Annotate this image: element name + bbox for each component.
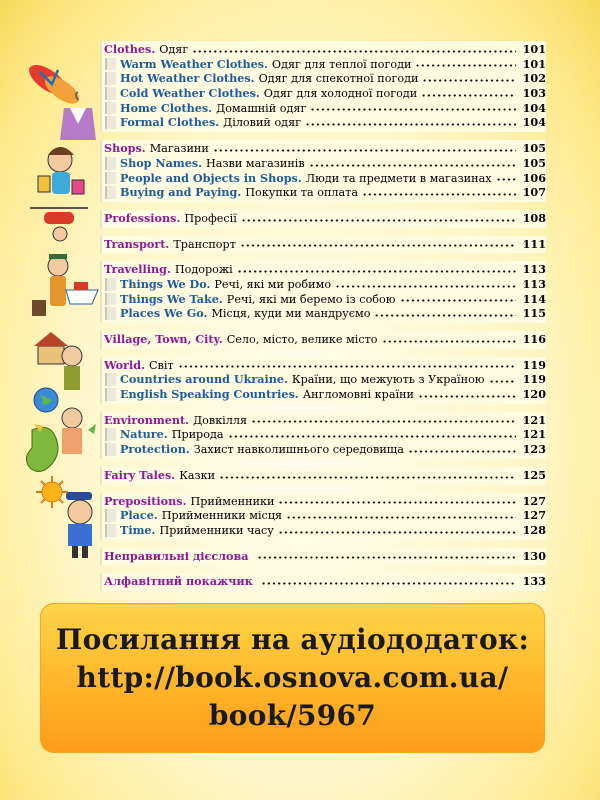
dot-leader [309, 163, 516, 168]
page-number: 121 [522, 412, 546, 427]
toc-section-row[interactable] [102, 332, 546, 347]
toc-section [100, 140, 546, 202]
toc-subsection-row[interactable] [102, 185, 546, 200]
illustrations-column [0, 0, 100, 560]
toc-section [100, 210, 546, 228]
shopper-icon [38, 147, 84, 194]
translation-text: Казки [179, 468, 216, 482]
section-title: Алфавітний покажчик [104, 574, 253, 589]
page-number: 133 [522, 574, 546, 589]
translation-text: Домашній одяг [216, 101, 307, 115]
subsection-title: Nature. [120, 427, 168, 442]
translation-text: Магазини [149, 142, 209, 156]
translation-text: Прийменники [190, 494, 275, 508]
page-number: 114 [522, 291, 546, 306]
toc-section [100, 236, 546, 254]
dragon-icon [26, 424, 58, 472]
subsection-title: Protection. [120, 442, 190, 457]
page-number: 101 [522, 56, 546, 71]
page-number: 113 [522, 262, 546, 277]
toc-subsection-row[interactable] [102, 387, 546, 402]
section-title: Clothes. [104, 42, 156, 56]
translation-text: Речі, які ми беремо із собою [226, 292, 396, 306]
toc-subsection-row[interactable] [102, 156, 546, 171]
toc-subsection-row[interactable] [102, 508, 546, 523]
page-number: 104 [522, 100, 546, 115]
dot-leader [278, 530, 516, 535]
translation-text: Люди та предмети в магазинах [305, 171, 492, 185]
banner-title: Посилання на аудіододаток: [55, 623, 530, 656]
section-title: Environment. [104, 412, 190, 427]
page-number: 111 [522, 236, 546, 251]
worker-icon [30, 208, 88, 241]
toc-section-row[interactable] [102, 468, 546, 483]
dot-leader [382, 339, 516, 344]
page-number: 125 [522, 467, 546, 482]
toc-subsection-row[interactable] [102, 442, 546, 457]
page-number: 128 [522, 522, 546, 537]
toc-subsection-row[interactable] [102, 171, 546, 186]
translation-text: Речі, які ми робимо [214, 277, 332, 291]
subsection-title: Buying and Paying. [120, 185, 242, 200]
environment-man-icon [62, 408, 96, 454]
translation-text: Довкілля [193, 413, 248, 427]
page-number: 105 [522, 155, 546, 170]
translation-text: Село, місто, велике місто [226, 333, 378, 346]
subsection-title: Places We Go. [120, 306, 208, 321]
translation-text: Англомовні країни [302, 388, 414, 402]
translation-text: Місця, куди ми мандруємо [211, 307, 371, 321]
toc-subsection-row[interactable] [102, 86, 546, 101]
dot-leader [400, 298, 516, 303]
dot-leader [374, 313, 516, 318]
flip-flops-icon [24, 59, 83, 109]
page-number: 120 [522, 387, 546, 402]
toc-section-row[interactable] [102, 413, 546, 428]
section-title: Prepositions. [104, 493, 187, 508]
subsection-title: People and Objects in Shops. [120, 170, 302, 185]
subsection-title: Time. [120, 522, 156, 537]
dot-leader [178, 364, 516, 369]
subsection-title: English Speaking Countries. [120, 387, 299, 402]
subsection-title: Things We Take. [120, 291, 223, 306]
section-title: Professions. [104, 210, 181, 225]
translation-text: Одяг для холодної погоди [263, 87, 418, 101]
dot-leader [213, 148, 516, 153]
dot-leader [240, 243, 516, 248]
page-number: 108 [522, 210, 546, 225]
dot-leader [362, 192, 516, 197]
page-number: 103 [522, 86, 546, 101]
page-number: 127 [522, 493, 546, 508]
toc-subsection-row[interactable] [102, 523, 546, 538]
toc-subsection-row[interactable] [102, 101, 546, 116]
subsection-title: Shop Names. [120, 155, 203, 170]
dot-leader [228, 434, 516, 439]
section-title: Fairy Tales. [104, 467, 176, 482]
page-number: 107 [522, 185, 546, 200]
page-number: 116 [522, 332, 546, 346]
section-title: Shops. [104, 141, 146, 156]
toc-section-row[interactable] [102, 494, 546, 509]
toc-section-row[interactable] [102, 574, 546, 589]
toc-section-row[interactable] [102, 211, 546, 226]
dot-leader [335, 284, 516, 289]
banner-url-line-1[interactable]: http://book.osnova.com.ua/ [76, 661, 509, 694]
dot-leader [418, 394, 516, 399]
page-number: 130 [522, 548, 546, 563]
subsection-title: Home Clothes. [120, 100, 213, 115]
translation-text: Одяг для теплої погоди [271, 57, 412, 71]
toc-section [100, 467, 546, 485]
toc-subsection-row[interactable] [102, 277, 546, 292]
dot-leader [422, 78, 516, 83]
page-number: 127 [522, 508, 546, 523]
translation-text: Світ [148, 358, 174, 372]
dot-leader [251, 419, 516, 424]
dot-leader [415, 63, 516, 68]
subsection-title: Cold Weather Clothes. [120, 86, 260, 101]
sun-icon [36, 476, 68, 508]
toc-section-row[interactable] [102, 358, 546, 373]
translation-text: Покупки та оплата [245, 186, 359, 200]
toc-section [100, 331, 546, 349]
toc-subsection-row[interactable] [102, 427, 546, 442]
page-number: 106 [522, 170, 546, 185]
section-title: Village, Town, City. [104, 332, 223, 346]
dot-leader [278, 500, 516, 505]
page-number: 104 [522, 115, 546, 130]
toc-subsection-row[interactable] [102, 292, 546, 307]
dot-leader [286, 515, 516, 520]
section-title: Неправильні дієслова [104, 548, 249, 563]
dot-leader [421, 93, 516, 98]
toc-section [100, 573, 546, 591]
subsection-title: Formal Clothes. [120, 115, 220, 130]
toc-section [100, 493, 546, 540]
section-title: World. [104, 357, 145, 372]
subsection-title: Warm Weather Clothes. [120, 56, 268, 71]
page-number: 101 [522, 42, 546, 56]
dot-leader [261, 581, 516, 586]
toc-subsection-row[interactable] [102, 372, 546, 387]
dot-leader [192, 49, 516, 54]
dot-leader [496, 177, 516, 182]
translation-text: Прийменники часу [159, 523, 274, 537]
page-number: 121 [522, 427, 546, 442]
translation-text: Транспорт [173, 237, 236, 251]
page-number: 123 [522, 442, 546, 457]
translation-text: Назви магазинів [206, 156, 305, 170]
toc-subsection-row[interactable] [102, 306, 546, 321]
translation-text: Одяг для спекотної погоди [258, 72, 419, 86]
dot-leader [241, 218, 516, 223]
translation-text: Діловий одяг [223, 116, 301, 130]
page-number: 115 [522, 306, 546, 321]
subsection-title: Hot Weather Clothes. [120, 71, 255, 86]
dot-leader [310, 107, 516, 112]
page-number: 119 [522, 357, 546, 372]
dot-leader [305, 122, 516, 127]
subsection-title: Place. [120, 508, 158, 523]
dot-leader [219, 475, 516, 480]
section-title: Travelling. [104, 262, 171, 277]
toc-subsection-row[interactable] [102, 71, 546, 86]
page-number: 102 [522, 71, 546, 86]
dot-leader [489, 379, 516, 384]
toc-subsection-row[interactable] [102, 115, 546, 130]
translation-text: Професії [184, 211, 237, 225]
toc-section [100, 41, 546, 132]
traveller-icon [32, 254, 98, 316]
toc-section-row[interactable] [102, 141, 546, 156]
translation-text: Захист навколишнього середовища [193, 443, 404, 457]
toc-section [100, 548, 546, 566]
translation-text: Прийменники місця [161, 509, 283, 523]
translation-text: Країни, що межують з Україною [291, 373, 485, 387]
cap-character-icon [66, 492, 92, 558]
dot-leader [408, 449, 516, 454]
dot-leader [257, 555, 516, 560]
subsection-title: Countries around Ukraine. [120, 372, 288, 387]
toc-section-row[interactable] [102, 262, 546, 277]
toc-section [100, 412, 546, 459]
toc-section [100, 261, 546, 323]
toc-section-row[interactable] [102, 237, 546, 252]
audio-link-banner [40, 603, 545, 753]
toc-section-row[interactable] [102, 42, 546, 57]
translation-text: Одяг [159, 43, 189, 56]
toc-subsection-row[interactable] [102, 57, 546, 72]
dot-leader [237, 269, 516, 274]
page-number: 113 [522, 276, 546, 291]
table-of-contents [100, 41, 546, 599]
section-title: Transport. [104, 236, 170, 251]
page-number: 105 [522, 141, 546, 156]
toc-section-row[interactable] [102, 549, 546, 564]
translation-text: Подорожі [174, 263, 233, 277]
subsection-title: Things We Do. [120, 276, 211, 291]
toc-section [100, 357, 546, 404]
banner-url-line-2[interactable]: book/5967 [208, 699, 377, 732]
translation-text: Природа [171, 428, 224, 442]
page-number: 119 [522, 372, 546, 387]
